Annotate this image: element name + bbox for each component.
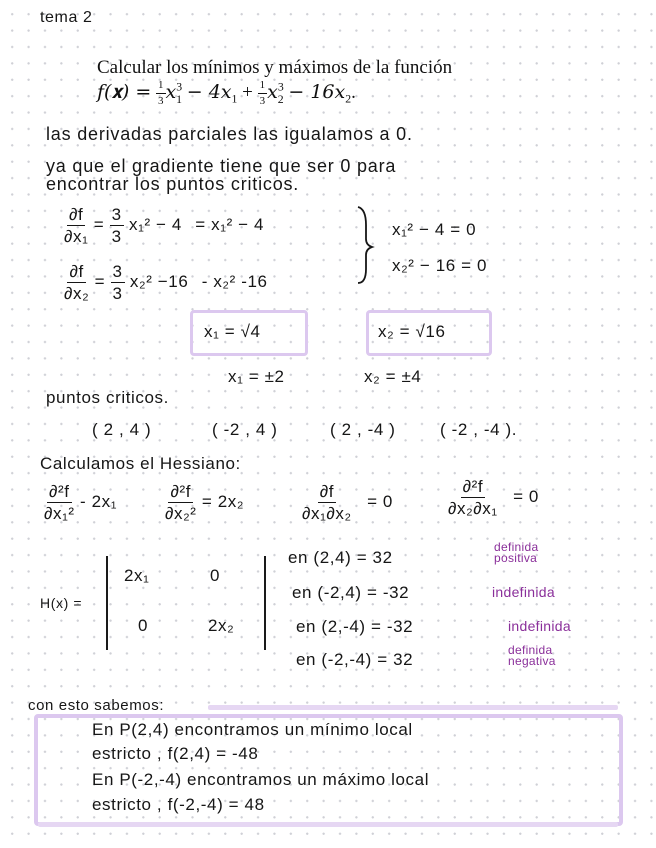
matrix-entry-11: 2x₁: [124, 566, 150, 585]
hessian-eval-3: en (2,-4) = -32: [296, 617, 414, 636]
hessian-eval-1: en (2,4) = 32: [288, 548, 393, 567]
matrix-left-bar: [106, 556, 108, 650]
note-line-2: ya que el gradiente tiene que ser 0 para: [46, 156, 397, 176]
critical-point: ( 2 , -4 ): [330, 420, 396, 439]
conclusion-label: con esto sabemos:: [28, 697, 165, 714]
problem-statement: Calcular los mínimos y máximos de la función: [97, 57, 453, 78]
eval-2-tag: indefinida: [492, 584, 555, 600]
system-eq-1: x₁² − 4 = 0: [392, 220, 477, 239]
x1-root: x₁ = √4: [204, 322, 261, 341]
eval-4-tag: definida negativa: [508, 643, 556, 668]
conclusion-line-3: En P(-2,-4) encontramos un máximo local: [92, 770, 430, 789]
note-line-3: encontrar los puntos criticos.: [46, 174, 300, 194]
eval-3-tag: indefinida: [508, 618, 571, 634]
system-brace: [350, 205, 380, 285]
eval-1-tag: definida positiva: [494, 540, 539, 565]
second-partial-11: $\frac{\text{∂²f}}{\text{∂x₁²}}$ - 2x₁: [44, 482, 118, 523]
critical-point: ( -2 , -4 ).: [440, 420, 518, 439]
conclusion-line-1: En P(2,4) encontramos un mínimo local: [92, 720, 413, 739]
partial-x2: $\frac{\partial f}{\text{∂x₂}}$ = $\frac{3}{3}$ x₂² −16 - x₂² -16: [64, 262, 268, 303]
hessian-matrix-label: H(x) =: [40, 595, 83, 611]
matrix-entry-22: 2x₂: [208, 616, 235, 635]
partial-x1: $\frac{\partial f}{\text{∂x₁}}$ = $\frac{3}{3}$ x₁² − 4 = x₁² − 4: [64, 205, 265, 246]
conclusion-underline: [208, 705, 618, 710]
x1-values: x₁ = ±2: [228, 367, 285, 386]
hessian-label: Calculamos el Hessiano:: [40, 454, 241, 473]
x2-values: x₂ = ±4: [364, 367, 422, 386]
critical-point: ( -2 , 4 ): [212, 420, 278, 439]
second-partial-22: $\frac{\text{∂²f}}{\text{∂x₂²}}$ = 2x₂: [165, 482, 245, 523]
matrix-entry-12: 0: [210, 566, 221, 585]
hessian-eval-2: en (-2,4) = -32: [292, 583, 410, 602]
note-line-1: las derivadas parciales las igualamos a 0.: [46, 124, 413, 144]
second-partial-12: $\frac{\partial f}{\text{∂x₁∂x₂}}$ = 0: [302, 482, 393, 523]
conclusion-bottom-line: [38, 822, 618, 827]
matrix-right-bar: [264, 556, 266, 650]
x2-root: x₂ = √16: [378, 322, 446, 341]
conclusion-line-2: estricto , f(2,4) = -48: [92, 744, 259, 763]
function-definition: f(𝐱) = $\frac{1}{3}$ $x^3_1 - 4x_1$ + $\frac{1}{3}$ $x^3_2 - 16x_2$.: [97, 79, 356, 107]
critical-points-label: puntos criticos.: [46, 388, 169, 407]
critical-point: ( 2 , 4 ): [92, 420, 152, 439]
page-title: tema 2: [40, 9, 93, 26]
second-partial-21: $\frac{\text{∂²f}}{\text{∂x₂∂x₁}}$ = 0: [448, 477, 539, 518]
matrix-entry-21: 0: [138, 616, 149, 635]
system-eq-2: x₂² − 16 = 0: [392, 256, 488, 275]
hessian-eval-4: en (-2,-4) = 32: [296, 650, 414, 669]
conclusion-line-4: estricto , f(-2,-4) = 48: [92, 795, 265, 814]
